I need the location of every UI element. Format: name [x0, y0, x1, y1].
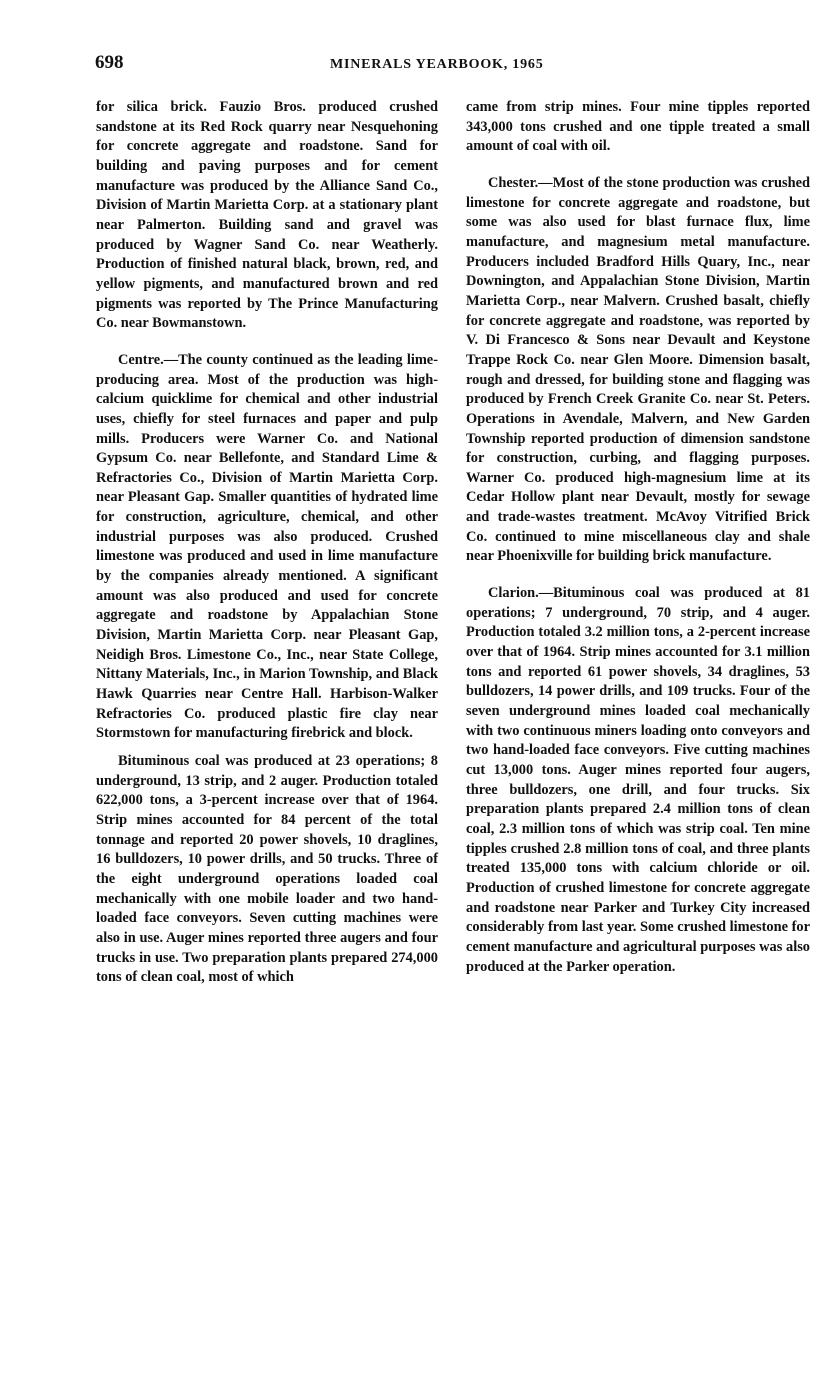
running-head: MINERALS YEARBOOK, 1965: [330, 57, 544, 72]
paragraph-carbon-continued: for silica brick. Fauzio Bros. produced crushed sandstone at its Red Rock quarry near Nesquehoning for concrete aggregate and roadstone. Sand for building and paving purposes and for cement manufacture was produced by the Alliance Sand Co., Division of Martin Marietta Corp. at a stationary plant near Palmerton. Building sand and gravel was produced by Wagner Sand Co. near Weatherly. Production of finished natural black, brown, red, and yellow pigments, and manufactured brown and red pigments was reported by The Prince Manufacturing Co. near Bowmanstown.: [96, 99, 438, 332]
right-column: [466, 98, 810, 977]
paragraph-chester: [466, 174, 810, 567]
section-text-clarion: —Bituminous coal was produced at 81 operations; 7 underground, 70 strip, and 4 auger. Production totaled 3.2 million tons, a 2-percent increase over that of 1964. Strip mines accounted for 3.1 million tons and reported 61 power shovels, 34 draglines, 53 bulldozers, 14 power drills, and 109 trucks. Four of the seven underground mines loaded coal mechanically with two continuous miners loading onto conveyors and two hand-loaded face conveyors. Five cutting machines cut 13,000 tons. Auger mines reported four augers, three bulldozers, one drill, and four trucks. Six preparation plants prepared 2.4 million tons of clean coal, 2.3 million tons of which was strip coal. Ten mine tipples crushed 2.8 million tons of coal, and three plants treated 135,000 tons with calcium chloride or oil. Production of crushed limestone for concrete aggregate and roadstone near Parker and Turkey City increased considerably from last year. Some crushed limestone for cement manufacture and agricultural purposes was also produced at the Parker operation.: [466, 585, 810, 975]
section-heading-chester: Chester.: [488, 174, 539, 191]
paragraph-clarion: [466, 584, 810, 977]
section-text-chester: —Most of the stone production was crushed limestone for concrete aggregate and roadstone, but some was also used for blast furnace flux, lime manufacture, and magnesium metal manufacture. Producers included Bradford Hills Quary, Inc., near Downington, and Appalachian Stone Division, Martin Marietta Corp., near Malvern. Crushed basalt, chiefly for concrete aggregate and roadstone, was reported by V. Di Francesco & Sons near Devault and Keystone Trappe Rock Co. near Glen Moore. Dimension basalt, rough and dressed, for building stone and flagging was produced by French Creek Granite Co. near St. Peters. Operations in Avendale, Malvern, and New Garden Township reported production of dimension sandstone for construction, curbing, and flagging purposes. Warner Co. produced high-magnesium lime at its Cedar Hollow plant near Devault, mostly for sewage and trade-wastes treatment. McAvoy Vitrified Brick Co. continued to mine miscellaneous clay and shale near Phoenixville for building brick manufacture.: [466, 174, 810, 565]
page-number: 698: [95, 52, 124, 73]
section-heading-centre: Centre.: [118, 351, 164, 368]
section-text-centre: —The county continued as the leading lime-producing area. Most of the production was high-calcium quicklime for chemical and other industrial uses, chiefly for steel furnaces and paper and pulp mills. Producers were Warner Co. and National Gypsum Co. near Bellefonte, and Standard Lime & Refractories Co., Division of Martin Marietta Corp. near Pleasant Gap. Smaller quantities of hydrated lime for construction, agriculture, chemical, and other industrial purposes was also produced. Crushed limestone was produced and used in lime manufacture by the companies already mentioned. A significant amount was also produced and used for concrete aggregate and roadstone by Appalachian Stone Division, Martin Marietta Corp. near Pleasant Gap, Neidigh Bros. Limestone Co., Inc., near State College, Nittany Materials, Inc., in Marion Township, and Black Hawk Quarries near Centre Hall. Harbison-Walker Refractories Co. produced plastic fire clay near Stormstown for manufacturing firebrick and block.: [96, 351, 438, 742]
section-heading-clarion: Clarion.: [488, 585, 539, 602]
paragraph-centre-coal: Bituminous coal was produced at 23 operations; 8 underground, 13 strip, and 2 auger. Production totaled 622,000 tons, a 3-percent increase over that of 1964. Strip mines accounted for 84 percent of the total tonnage and reported 20 power shovels, 10 draglines, 16 bulldozers, 10 power drills, and 50 trucks. Three of the eight underground operations loaded coal mechanically with one mobile loader and two hand-loaded face conveyors. Seven cutting machines were also in use. Auger mines reported three augers and four trucks in use. Two preparation plants prepared 274,000 tons of clean coal, most of which: [96, 753, 438, 986]
paragraph-centre-continued: came from strip mines. Four mine tipples reported 343,000 tons crushed and one tipple treated a small amount of coal with oil.: [466, 99, 810, 155]
left-column: [96, 98, 438, 988]
paragraph-centre: [96, 351, 438, 744]
